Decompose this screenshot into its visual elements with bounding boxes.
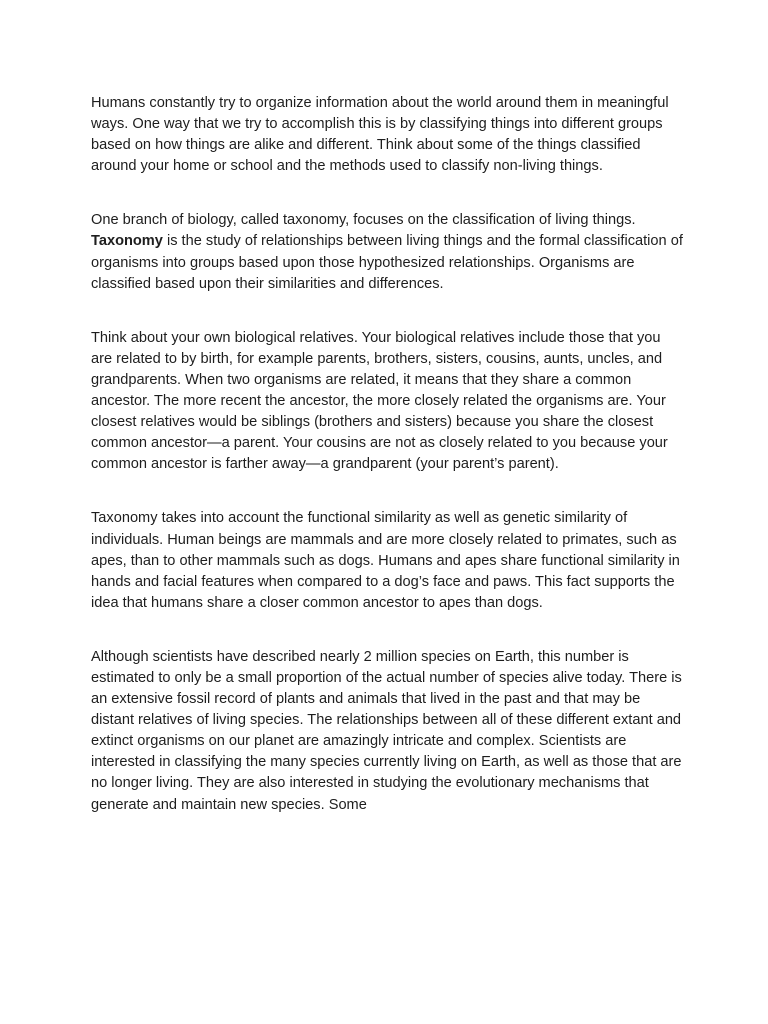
paragraph-functional-similarity: Taxonomy takes into account the functional similarity as well as genetic similarity of individuals. Human beings are mammals and are more closely related to primates, such as apes, than to other mammals such as dogs. Humans and apes share functional similarity in hands and facial features when compared to a dog’s face and paws. This fact supports the idea that humans share a closer common ancestor to apes than dogs. xyxy=(91,510,680,611)
paragraph-text-after: is the study of relationships between living things and the formal classification of organisms into groups based upon those hypothesized relationships. Organisms are classified based upon their similarities and differences. xyxy=(91,233,683,292)
paragraph-taxonomy-definition xyxy=(91,210,683,294)
term-taxonomy: Taxonomy xyxy=(91,233,163,250)
paragraph-text-before: One branch of biology, called taxonomy, focuses on the classification of living things. xyxy=(91,212,636,229)
paragraph-intro: Humans constantly try to organize information about the world around them in meaningful ways. One way that we try to accomplish this is by classifying things into different groups based on how things are alike and different. Think about some of the things classified around your home or school and the methods used to classify non-living things. xyxy=(91,95,669,175)
paragraph-biological-relatives: Think about your own biological relatives. Your biological relatives include those that you are related to by birth, for example parents, brothers, sisters, cousins, aunts, uncles, and grandparents. When two organisms are related, it means that they share a common ancestor. The more recent the ancestor, the more closely related the organisms are. Your closest relatives would be siblings (brothers and sisters) because you share the closest common ancestor—a parent. Your cousins are not as closely related to you because your common ancestor is farther away—a grandparent (your parent’s parent). xyxy=(91,329,668,473)
paragraph-species-count: Although scientists have described nearly 2 million species on Earth, this number is estimated to only be a small proportion of the actual number of species alive today. There is an extensive fossil record of plants and animals that lived in the past and that may be distant relatives of living species. The relationships between all of these different extant and extinct organisms on our planet are amazingly intricate and complex. Scientists are interested in classifying the many species currently living on Earth, as well as those that are no longer living. They are also interested in studying the evolutionary mechanisms that generate and maintain new species. Some xyxy=(91,648,682,813)
document-body xyxy=(91,93,683,849)
